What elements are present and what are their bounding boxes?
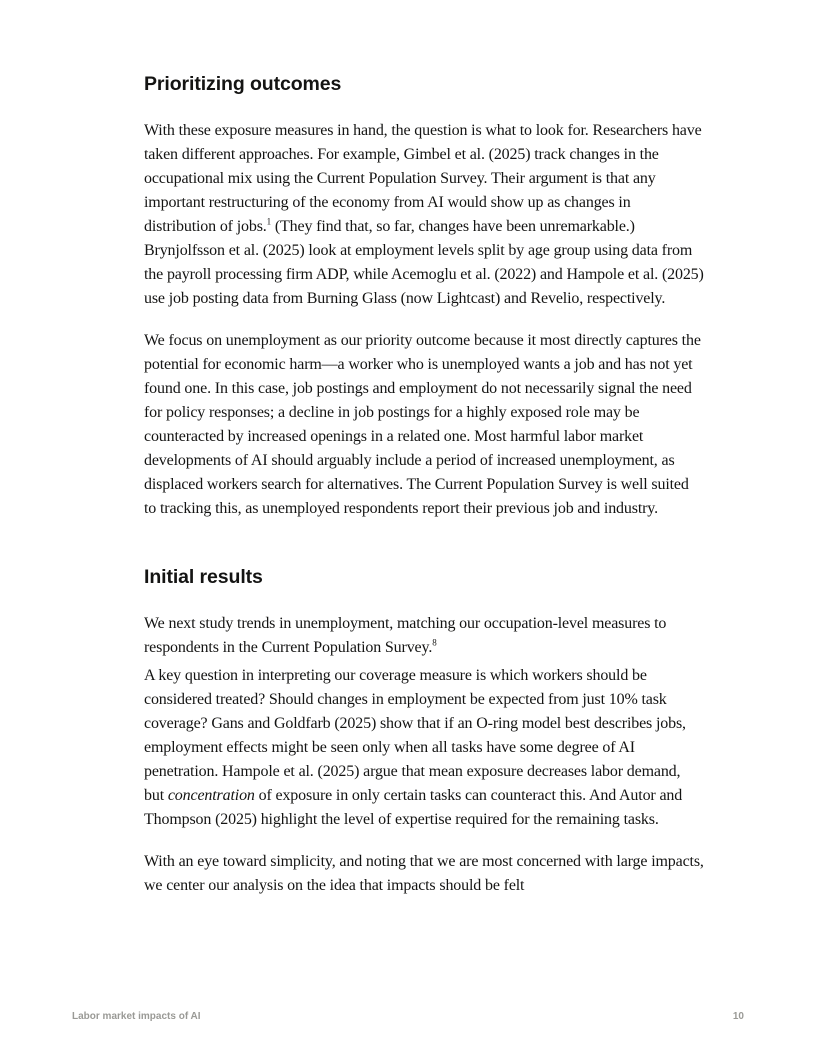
paragraph: With an eye toward simplicity, and noting that we are most concerned with large impacts, we center our analysis on the idea that impacts should be felt — [144, 853, 704, 894]
section-heading-initial-results: Initial results — [144, 566, 263, 588]
page-content — [144, 70, 704, 898]
footnote-ref[interactable]: 1 — [266, 216, 271, 227]
footnote-ref[interactable]: 8 — [432, 637, 437, 648]
paragraph-text: We next study trends in unemployment, matching our occupation-level measures to respondents in the Current Population Survey. — [144, 615, 667, 656]
footer-title: Labor market impacts of AI — [72, 1011, 201, 1022]
paragraph — [144, 119, 704, 311]
paragraph-text: A key question in interpreting our coverage measure is which workers should be considered treated? Should changes in employment be expected from just 10% task coverage? Gans and Goldfarb (2025) show that if an O-ring model best describes jobs, employment effects might be seen only when all tasks have some degree of AI penetration. Hampole et al. (2025) argue that mean exposure decreases labor demand, but — [144, 667, 686, 804]
page-footer — [72, 1011, 744, 1022]
paragraph — [144, 664, 704, 832]
paragraph-text: of exposure in only certain tasks can counteract this. And Autor and Thompson (2025) highlight the level of expertise required for the remaining tasks. — [144, 787, 683, 828]
paragraph-text: (They find that, so far, changes have been unremarkable.) Brynjolfsson et al. (2025) look at employment levels split by age group using data from the payroll processing firm ADP, while Acemoglu et al. (2022) and Hampole et al. (2025) use job posting data from Burning Glass (now Lightcast) and Revelio, respectively. — [144, 218, 704, 307]
section-heading-prioritizing-outcomes: Prioritizing outcomes — [144, 73, 342, 95]
page-number: 10 — [732, 1011, 744, 1022]
paragraph: We focus on unemployment as our priority outcome because it most directly captures the potential for economic harm—a worker who is unemployed wants a job and has not yet found one. In this case, job postings and employment do not necessarily signal the need for policy responses; a decline in job postings for a highly exposed role may be counteracted by increased openings in a related one. Most harmful labor market developments of AI should arguably include a period of increased unemployment, as displaced workers search for alternatives. The Current Population Survey is well suited to tracking this, as unemployed respondents report their previous job and industry. — [144, 332, 701, 517]
paragraph-text: With these exposure measures in hand, the question is what to look for. Researchers have taken different approaches. For example, Gimbel et al. (2025) track changes in the occupational mix using the Current Population Survey. Their argument is that any important restructuring of the economy from AI would show up as changes in distribution of jobs. — [144, 122, 702, 235]
emphasis-text: concentration — [167, 787, 255, 804]
paragraph — [144, 612, 704, 660]
